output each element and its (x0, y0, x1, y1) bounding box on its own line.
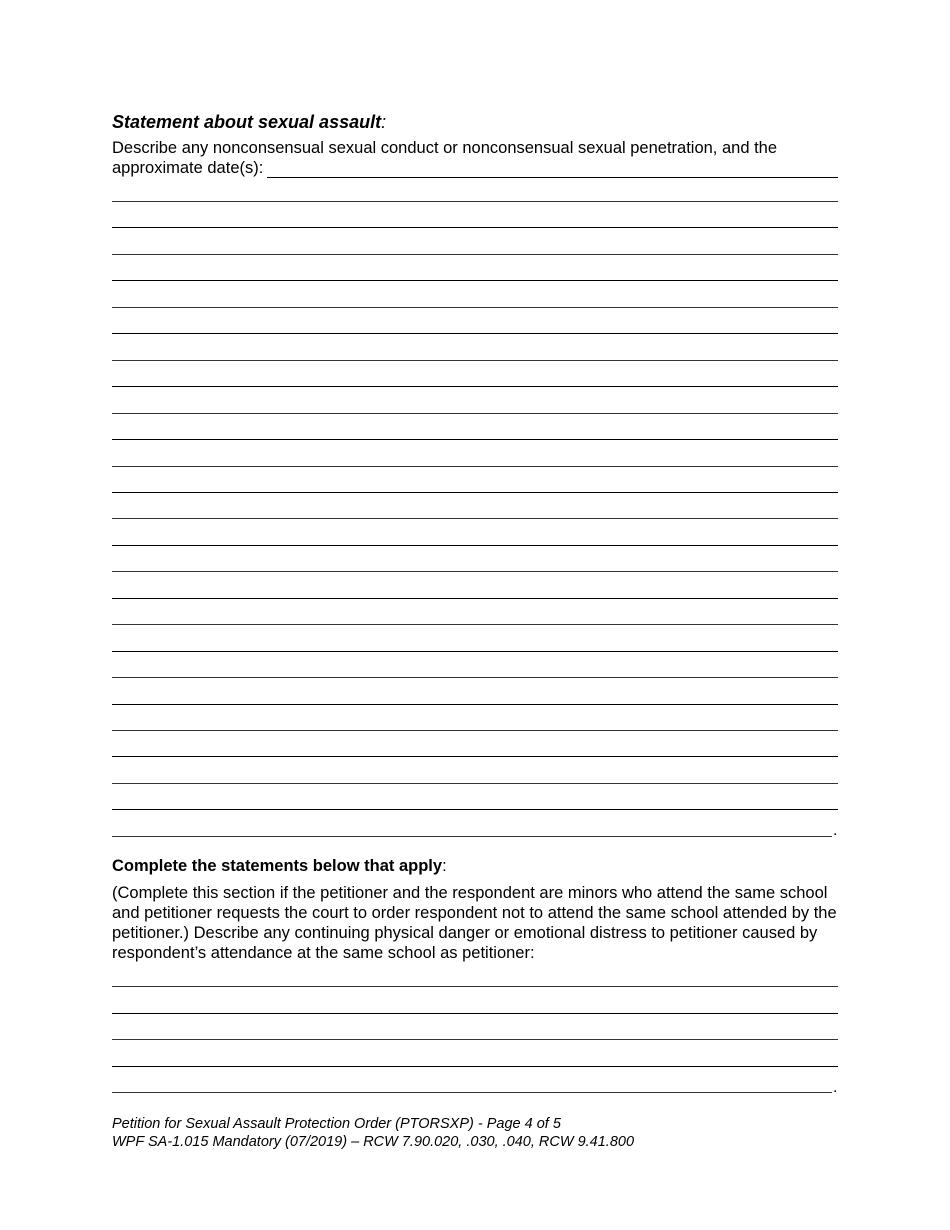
statement-end-mark: . (833, 822, 838, 839)
footer-form-reference: WPF SA-1.015 Mandatory (07/2019) – RCW 7.90.020, .030, .040, RCW 9.41.800 (112, 1134, 635, 1150)
answer-line[interactable] (112, 1092, 832, 1093)
answer-line[interactable] (112, 809, 838, 810)
answer-line[interactable] (112, 704, 838, 705)
answer-line[interactable] (112, 598, 838, 599)
answer-line[interactable] (112, 439, 838, 440)
answer-line[interactable] (112, 651, 838, 652)
answer-line[interactable] (112, 518, 838, 519)
answer-line[interactable] (112, 333, 838, 334)
statement-date-row (112, 158, 838, 178)
answer-line[interactable] (112, 571, 838, 572)
answer-line[interactable] (112, 756, 838, 757)
answer-line[interactable] (112, 492, 838, 493)
answer-line[interactable] (112, 227, 838, 228)
school-section-instructions: (Complete this section if the petitioner and the respondent are minors who attend the same school and petitioner requests the court to order respondent not to attend the same school attended by the petitioner.) Describe any continuing physical danger or emotional distress to petitioner caused by respondent’s attendance at the same school as petitioner: (112, 884, 837, 962)
answer-line[interactable] (112, 307, 838, 308)
answer-line[interactable] (112, 1066, 838, 1067)
answer-line[interactable] (112, 624, 838, 625)
answer-line[interactable] (112, 545, 838, 546)
answer-line[interactable] (112, 783, 838, 784)
answer-line[interactable] (112, 466, 838, 467)
answer-line[interactable] (112, 1013, 838, 1014)
answer-line[interactable] (112, 836, 832, 837)
statement-date-field[interactable] (267, 162, 838, 178)
answer-line[interactable] (112, 201, 838, 202)
answer-line[interactable] (112, 1039, 838, 1040)
answer-line[interactable] (112, 986, 838, 987)
answer-line[interactable] (112, 360, 838, 361)
school-end-mark: . (833, 1079, 838, 1096)
footer-form-title: Petition for Sexual Assault Protection Order (PTORSXP) - Page 4 of 5 (112, 1116, 561, 1132)
statement-heading: Statement about sexual assault: (112, 112, 387, 132)
answer-line[interactable] (112, 386, 838, 387)
statement-description: Describe any nonconsensual sexual conduct or nonconsensual sexual penetration, and the (112, 139, 778, 157)
answer-line[interactable] (112, 413, 838, 414)
statement-date-label: approximate date(s): (112, 159, 264, 177)
answer-line[interactable] (112, 254, 838, 255)
school-section-heading: Complete the statements below that apply: (112, 857, 447, 875)
page-footer (112, 1115, 634, 1151)
answer-line[interactable] (112, 677, 838, 678)
answer-line[interactable] (112, 280, 838, 281)
answer-line[interactable] (112, 730, 838, 731)
